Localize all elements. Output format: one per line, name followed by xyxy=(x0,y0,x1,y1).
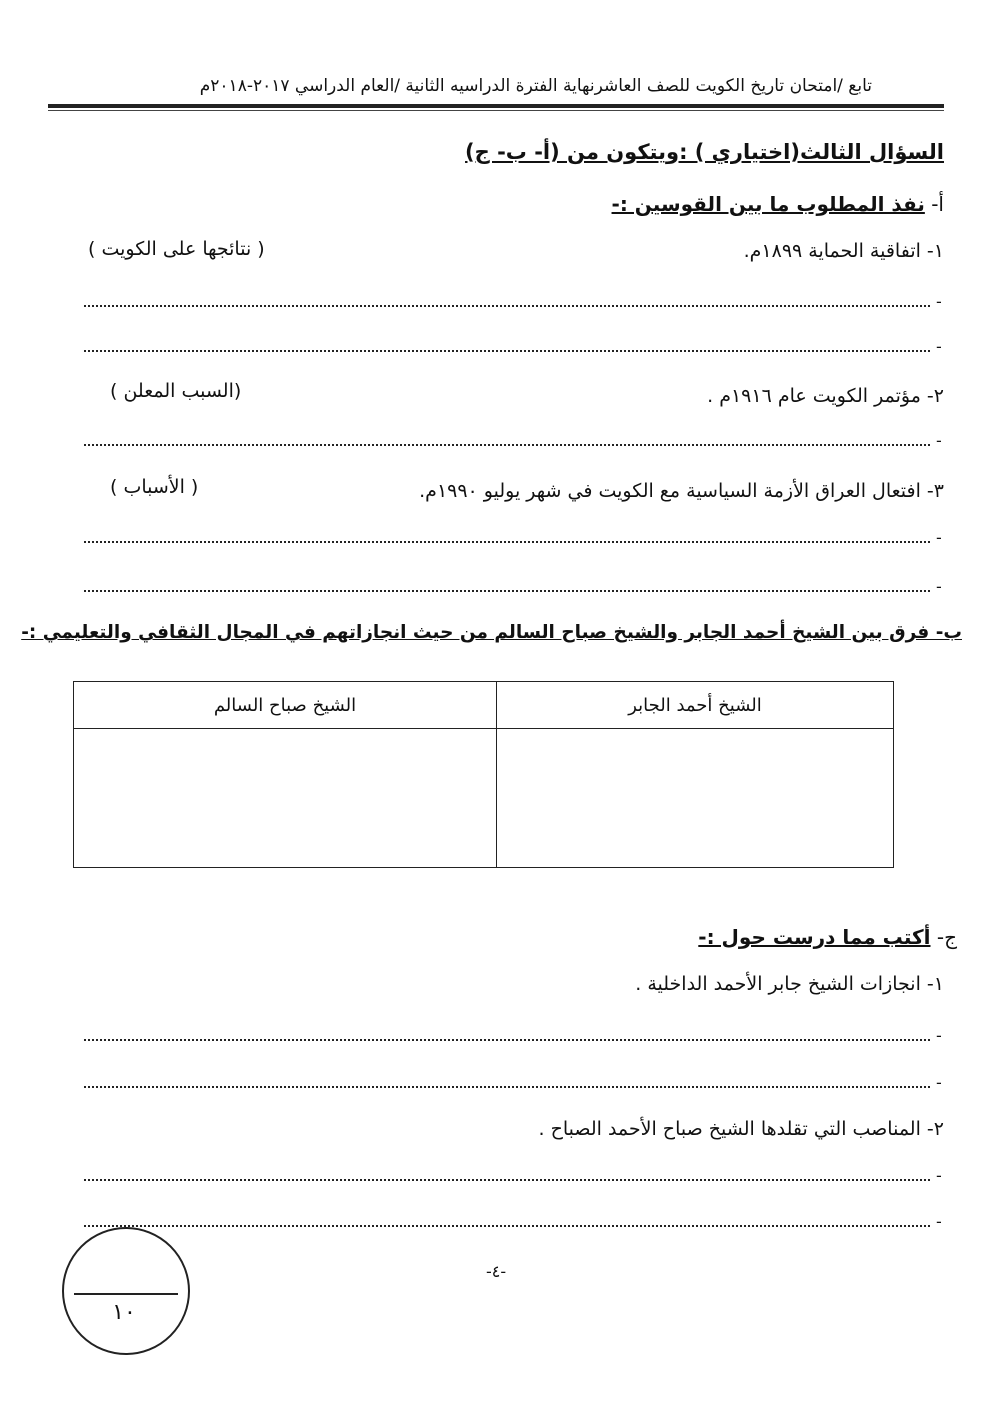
part-c-item-2: ٢- المناصب التي تقلدها الشيخ صباح الأحمد الصباح . xyxy=(538,1118,944,1140)
score-total: ١٠ xyxy=(112,1300,136,1325)
answer-line[interactable] xyxy=(84,1086,930,1088)
line-dash: - xyxy=(936,1073,942,1092)
part-a-label: أ- xyxy=(931,192,944,216)
question-title: السؤال الثالث(اختياري ) :ويتكون من (أ- ب- ج) xyxy=(465,140,944,164)
part-c-label: ج- xyxy=(936,925,957,949)
part-c-item-1: ١- انجازات الشيخ جابر الأحمد الداخلية . xyxy=(635,973,944,995)
answer-cell-ahmad-aljaber[interactable] xyxy=(496,729,893,868)
line-dash: - xyxy=(936,292,942,311)
part-a-heading-row xyxy=(612,192,944,216)
score-circle xyxy=(62,1227,190,1355)
line-dash: - xyxy=(936,577,942,596)
score-circle-divider xyxy=(74,1293,178,1295)
answer-line[interactable] xyxy=(84,590,930,592)
line-dash: - xyxy=(936,1166,942,1185)
answer-cell-sabah-alsalem[interactable] xyxy=(74,729,497,868)
answer-line[interactable] xyxy=(84,1225,930,1227)
answer-line[interactable] xyxy=(84,444,930,446)
exam-header: تابع /امتحان تاريخ الكويت للصف العاشرنهاية الفترة الدراسيه الثانية /العام الدراسي ٢٠١٧-٢٠١٨م xyxy=(199,76,872,96)
part-c-heading: أكتب مما درست حول :- xyxy=(698,925,931,949)
part-a-item-2: ٢- مؤتمر الكويت عام ١٩١٦م . xyxy=(707,385,944,407)
part-a-item-3: ٣- افتعال العراق الأزمة السياسية مع الكويت في شهر يوليو ١٩٩٠م. xyxy=(419,480,944,502)
header-rule xyxy=(48,104,944,108)
answer-line[interactable] xyxy=(84,1039,930,1041)
header-rule-thin xyxy=(48,110,944,111)
answer-line[interactable] xyxy=(84,350,930,352)
part-b-heading: ب- فرق بين الشيخ أحمد الجابر والشيخ صباح السالم من حيث انجازاتهم في المجال الثقافي والتعليمي :- xyxy=(21,622,962,643)
line-dash: - xyxy=(936,1212,942,1231)
part-a-item-1: ١- اتفاقية الحماية ١٨٩٩م. xyxy=(743,240,944,262)
line-dash: - xyxy=(936,1026,942,1045)
answer-line[interactable] xyxy=(84,541,930,543)
part-c-heading-row xyxy=(698,925,957,949)
comparison-table xyxy=(73,681,894,868)
part-a-item-3-note: ( الأسباب ) xyxy=(110,476,199,498)
answer-line[interactable] xyxy=(84,305,930,307)
line-dash: - xyxy=(936,528,942,547)
part-a-item-1-note: ( نتائجها على الكويت ) xyxy=(88,238,265,260)
answer-line[interactable] xyxy=(84,1179,930,1181)
part-a-item-2-note: (السبب المعلن ) xyxy=(110,380,242,402)
line-dash: - xyxy=(936,431,942,450)
part-a-heading: نفذ المطلوب ما بين القوسين :- xyxy=(611,192,925,216)
page-number: -٤- xyxy=(486,1262,507,1281)
line-dash: - xyxy=(936,337,942,356)
table-header-sabah-alsalem: الشيخ صباح السالم xyxy=(74,682,497,729)
table-header-ahmad-aljaber: الشيخ أحمد الجابر xyxy=(496,682,893,729)
